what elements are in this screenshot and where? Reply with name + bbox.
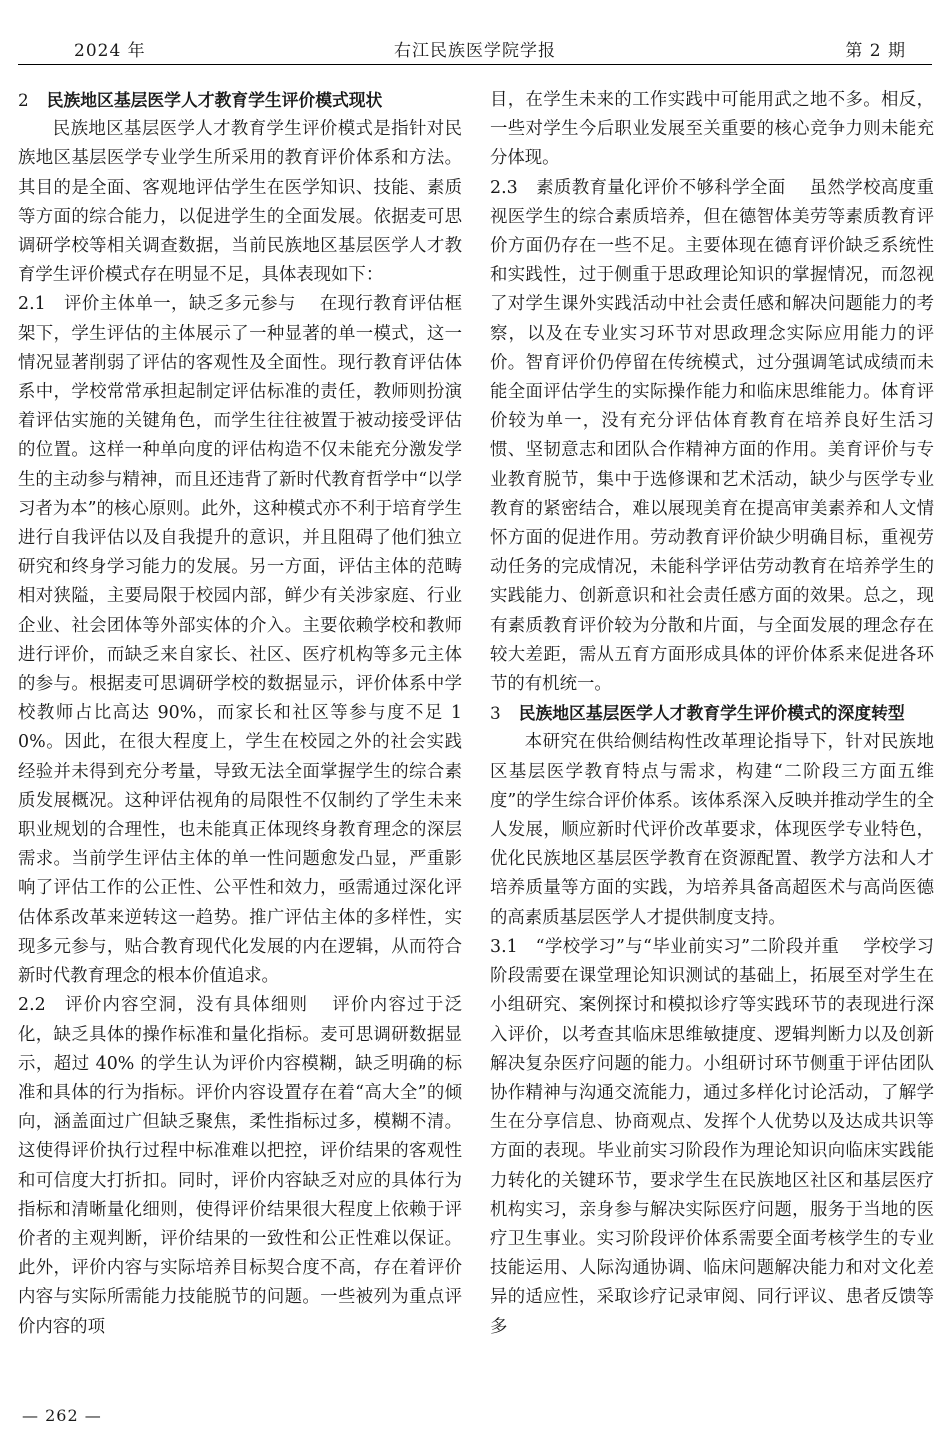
left-column <box>18 86 462 1342</box>
subsection-title: “学校学习”与“毕业前实习”二阶段并重 <box>535 936 840 957</box>
subsection-text: 虽然学校高度重视医学生的综合素质培养，但在德智体美劳等素质教育评价方面仍存在一些不足。主要体现在德育评价缺乏系统性和实践性，过于侧重于思政理论知识的掌握情况，而忽视了对学生课外实践活动中社会责任感和解决问题能力的考察，以及在专业实习环节对思政理念实际应用能力的评价。智育评价仍停留在传统模式，过分强调笔试成绩而未能全面评估学生的实际操作能力和临床思维能力。体育评价较为单一，没有充分评估体育教育在培养良好生活习惯、坚韧意志和团队合作精神方面的作用。美育评价与专业教育脱节，集中于选修课和艺术活动，缺少与医学专业教育的紧密结合，难以展现美育在提高审美素养和人文情怀方面的促进作用。劳动教育评价缺少明确目标，重视劳动任务的完成情况，未能科学评估劳动教育在培养学生的实践能力、创新意识和社会责任感方面的效果。总之，现有素质教育评价较为分散和片面，与全面发展的理念存在较大差距，需从五育方面形成具体的评价体系来促进各环节的有机统一。 <box>490 177 934 695</box>
subsection-text: 评价内容过于泛化，缺乏具体的操作标准和量化指标。麦可思调研数据显示，超过 40% 的学生认为评价内容模糊，缺乏明确的标准和具体的行为指标。评价内容设置存在着“高大全”的倾向，涵盖面过广但缺乏聚焦，柔性指标过多，模糊不清。这使得评价执行过程中标准难以把控，评价结果的客观性和可信度大打折扣。同时，评价内容缺乏对应的具体行为指标和清晰量化细则，使得评价结果很大程度上依赖于评价者的主观判断，评价结果的一致性和公正性难以保证。此外，评价内容与实际培养目标契合度不高，存在着评价内容与实际所需能力技能脱节的问题。一些被列为重点评价内容的项 <box>18 995 462 1337</box>
running-header <box>18 32 932 65</box>
section-number: 2 <box>18 90 29 110</box>
section-2-heading <box>18 86 462 115</box>
subsection-3-1 <box>490 933 934 1342</box>
subsection-title: 素质教育量化评价不够科学全面 <box>535 177 786 198</box>
section-title: 民族地区基层医学人才教育学生评价模式现状 <box>46 90 383 110</box>
paragraph: 民族地区基层医学人才教育学生评价模式是指针对民族地区基层医学专业学生所采用的教育评价体系和方法。其目的是全面、客观地评估学生在医学知识、技能、素质等方面的综合能力，以促进学生的全面发展。依据麦可思调研学校等相关调查数据，当前民族地区基层医学人才教育学生评价模式存在明显不足，具体表现如下： <box>18 119 462 286</box>
section-3-heading <box>490 699 934 728</box>
section-number: 3 <box>490 703 501 724</box>
subsection-number: 2.2 <box>18 995 46 1016</box>
paragraph: 本研究在供给侧结构性改革理论指导下，针对民族地区基层医学教育特点与需求，构建“二阶段三方面五维度”的学生综合评价体系。该体系深入反映并推动学生的全人发展，顺应新时代评价改革要求，体现医学专业特色，优化民族地区基层医学教育在资源配置、教学方法和人才培养质量等方面的实践，为培养具备高超医术与高尚医德的高素质基层医学人才提供制度支持。 <box>490 732 934 928</box>
page-number: — 262 — <box>22 1406 102 1425</box>
right-column <box>490 86 934 1342</box>
section-title: 民族地区基层医学人才教育学生评价模式的深度转型 <box>518 703 905 724</box>
header-issue: 第 2 期 <box>845 41 906 61</box>
subsection-2-2 <box>18 991 462 1341</box>
subsection-text: 学校学习阶段需要在课堂理论知识测试的基础上，拓展至对学生在小组研究、案例探讨和模拟诊疗等实践环节的表现进行深入评价，以考查其临床思维敏捷度、逻辑判断力以及创新解决复杂医疗问题的能力。小组研讨环节侧重于评估团队协作精神与沟通交流能力，通过多样化讨论活动，了解学生在分享信息、协商观点、发挥个人优势以及达成共识等方面的表现。毕业前实习阶段作为理论知识向临床实践能力转化的关键环节，要求学生在民族地区社区和基层医疗机构实习，亲身参与解决实际医疗问题，服务于当地的医疗卫生事业。实习阶段评价体系需要全面考核学生的专业技能运用、人际沟通协调、临床问题解决能力和对文化差异的适应性，采取诊疗记录审阅、同行评议、患者反馈等多 <box>490 936 934 1337</box>
subsection-number: 2.1 <box>18 294 46 315</box>
paragraph-continuation: 目，在学生未来的工作实践中可能用武之地不多。相反，一些对学生今后职业发展至关重要的核心竞争力则未能充分体现。 <box>490 90 934 169</box>
subsection-title: 评价内容空洞，没有具体细则 <box>63 995 309 1016</box>
subsection-text: 在现行教育评估框架下，学生评估的主体展示了一种显著的单一模式，这一情况显著削弱了评估的客观性及全面性。现行教育评估体系中，学校常常承担起制定评估标准的责任，教师则扮演着评估实施的关键角色，而学生往往被置于被动接受评估的位置。这样一种单向度的评估构造不仅未能充分激发学生的主动参与精神，而且还违背了新时代教育哲学中“以学习者为本”的核心原则。此外，这种模式亦不利于培育学生进行自我评估以及自我提升的意识，并且阻碍了他们独立研究和终身学习能力的发展。另一方面，评估主体的范畴相对狭隘，主要局限于校园内部，鲜少有关涉家庭、行业企业、社会团体等外部实体的介入。主要依赖学校和教师进行评价，而缺乏来自家长、社区、医疗机构等多元主体的参与。根据麦可思调研学校的数据显示，评价体系中学校教师占比高达 90%，而家长和社区等参与度不足 10%。因此，在很大程度上，学生在校园之外的社会实践经验并未得到充分考量，导致无法全面掌握学生的综合素质发展概况。这种评估视角的局限性不仅制约了学生未来职业规划的合理性，也未能真正体现终身教育理念的深层需求。当前学生评估主体的单一性问题愈发凸显，严重影响了评估工作的公正性、公平性和效力，亟需通过深化评估体系改革来逆转这一趋势。推广评估主体的多样性，实现多元参与，贴合教育现代化发展的内在逻辑，从而符合新时代教育理念的根本价值追求。 <box>18 294 462 987</box>
subsection-number: 2.3 <box>490 177 518 198</box>
subsection-title: 评价主体单一，缺乏多元参与 <box>63 294 296 315</box>
subsection-number: 3.1 <box>490 936 518 957</box>
subsection-2-3 <box>490 174 934 700</box>
header-journal-title: 右江民族医学院学报 <box>394 41 556 61</box>
subsection-2-1 <box>18 290 462 991</box>
header-year: 2024 年 <box>74 41 146 61</box>
